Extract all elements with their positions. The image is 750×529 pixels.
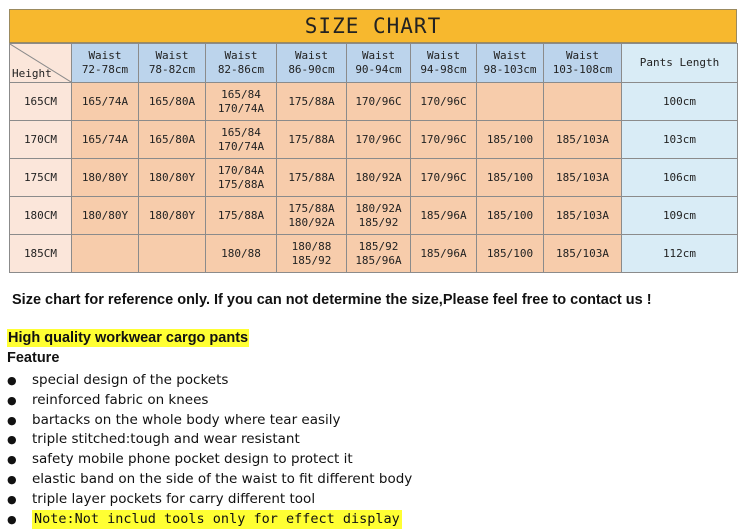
size-code: 185/100 (486, 170, 534, 184)
pants-length-cell: 103cm (622, 121, 738, 159)
feature-text: elastic band on the side of the waist to fit different body (32, 470, 413, 487)
list-item (7, 371, 412, 391)
waist-header-label: Waist (426, 49, 461, 62)
size-code: 185/103A (556, 246, 609, 260)
pants-length-cell: 106cm (622, 159, 738, 197)
size-cell (544, 83, 622, 121)
size-code: 185/100 (486, 246, 534, 260)
size-cell (206, 159, 277, 197)
size-code: 185/92 (358, 215, 399, 229)
size-cell (477, 121, 544, 159)
bullet-icon: ● (7, 413, 17, 427)
pants-length-cell: 109cm (622, 197, 738, 235)
size-cell (411, 121, 477, 159)
size-cell (544, 235, 622, 273)
size-code: 175/88A (288, 132, 335, 146)
feature-text: bartacks on the whole body where tear easily (32, 411, 341, 428)
size-code: 180/80Y (148, 170, 196, 184)
feature-list (7, 371, 412, 529)
height-waist-corner-cell (10, 44, 72, 83)
size-cell (277, 83, 347, 121)
waist-header-5 (347, 44, 411, 83)
header-row (10, 44, 738, 83)
size-code: 180/92A (288, 215, 335, 229)
height-cell: 170CM (10, 121, 72, 159)
waist-header-2 (139, 44, 206, 83)
size-cell (72, 83, 139, 121)
pants-length-cell: 112cm (622, 235, 738, 273)
waist-header-label: Waist (88, 49, 122, 62)
size-code: 185/103A (556, 132, 609, 146)
size-cell (477, 197, 544, 235)
size-code: 180/88 (291, 239, 332, 253)
waist-header-label: Waist (361, 49, 396, 62)
waist-range: 103-108cm (552, 63, 613, 76)
bullet-icon: ● (7, 472, 17, 486)
list-item (7, 470, 412, 490)
size-code: 170/96C (420, 94, 467, 108)
size-cell (347, 235, 411, 273)
size-cell (544, 159, 622, 197)
size-cell (544, 121, 622, 159)
waist-header-label: Waist (155, 49, 189, 62)
table-row (10, 197, 738, 235)
size-table-body (10, 83, 738, 273)
bullet-icon: ● (7, 374, 17, 387)
waist-range: 78-82cm (148, 63, 196, 76)
table-row (10, 235, 738, 273)
waist-header-6 (411, 44, 477, 83)
size-code: 165/84 (221, 87, 261, 101)
pants-length-header: Pants Length (622, 44, 738, 83)
size-code: 175/88A (217, 208, 265, 222)
size-code: 180/80Y (81, 208, 129, 222)
size-code: 185/100 (486, 208, 534, 222)
size-code: 170/96C (355, 132, 402, 146)
size-cell (206, 197, 277, 235)
product-title: High quality workwear cargo pants (8, 330, 249, 346)
size-cell (139, 197, 206, 235)
pants-length-cell: 100cm (622, 83, 738, 121)
bullet-icon: ● (7, 433, 17, 447)
size-cell (72, 235, 139, 273)
size-cell (411, 197, 477, 235)
size-cell (347, 83, 411, 121)
size-cell (72, 197, 139, 235)
size-cell (347, 197, 411, 235)
size-cell (277, 235, 347, 273)
size-cell (544, 197, 622, 235)
waist-range: 98-103cm (483, 63, 537, 76)
feature-text: special design of the pockets (32, 372, 229, 388)
size-code: 170/74A (217, 101, 265, 115)
size-code: 180/80Y (81, 170, 129, 184)
size-code: 170/96C (420, 132, 467, 146)
height-cell: 180CM (10, 197, 72, 235)
waist-range: 94-98cm (420, 63, 467, 76)
size-cell (277, 121, 347, 159)
waist-header-label: Waist (294, 49, 329, 62)
height-cell: 165CM (10, 83, 72, 121)
size-cell (477, 83, 544, 121)
size-code: 175/88A (217, 177, 265, 191)
feature-text: triple stitched:tough and wear resistant (32, 431, 300, 448)
list-item (7, 391, 412, 411)
waist-header-3 (206, 44, 277, 83)
warning-note: Note:Not includ tools only for effect display (32, 510, 402, 529)
size-cell (347, 121, 411, 159)
size-cell (206, 121, 277, 159)
list-item (7, 490, 412, 510)
list-item (7, 430, 412, 450)
size-code: 180/92A (355, 170, 402, 184)
height-cell: 175CM (10, 159, 72, 197)
waist-range: 90-94cm (355, 63, 402, 76)
size-code: 180/80Y (148, 208, 196, 222)
height-cell: 185CM (10, 235, 72, 273)
size-code: 185/96A (420, 208, 467, 222)
size-code: 180/88 (221, 246, 261, 260)
table-row (10, 121, 738, 159)
size-code: 185/96A (420, 246, 467, 260)
size-code: 185/92 (358, 239, 399, 253)
feature-text: reinforced fabric on knees (32, 391, 209, 408)
size-cell (139, 235, 206, 273)
size-cell (139, 159, 206, 197)
list-item (7, 411, 412, 431)
size-code: 165/80A (148, 132, 196, 146)
size-cell (477, 235, 544, 273)
bullet-icon: ● (7, 453, 17, 467)
size-chart-title: SIZE CHART (9, 9, 737, 43)
waist-header-1 (72, 44, 139, 83)
size-code: 165/84 (221, 125, 261, 139)
warning-item (7, 510, 412, 529)
feature-text: safety mobile phone pocket design to protect it (32, 451, 353, 468)
table-row (10, 83, 738, 121)
waist-header-label: Waist (493, 49, 527, 62)
feature-heading: Feature (7, 350, 60, 366)
size-cell (206, 83, 277, 121)
size-cell (411, 83, 477, 121)
feature-text: triple layer pockets for carry different tool (32, 490, 316, 507)
waist-header-8 (544, 44, 622, 83)
size-cell (411, 159, 477, 197)
waist-range: 86-90cm (288, 63, 335, 76)
size-cell (277, 197, 347, 235)
size-code: 170/96C (355, 94, 402, 108)
size-cell (72, 121, 139, 159)
size-cell (477, 159, 544, 197)
size-code: 185/103A (556, 208, 609, 222)
size-code: 185/92 (291, 253, 332, 267)
size-code: 165/80A (148, 94, 196, 108)
size-cell (72, 159, 139, 197)
bullet-icon: ● (7, 492, 17, 506)
size-code: 175/88A (288, 170, 335, 184)
size-cell (277, 159, 347, 197)
waist-header-7 (477, 44, 544, 83)
size-chart-table (9, 43, 738, 273)
size-cell (411, 235, 477, 273)
size-code: 180/92A (355, 201, 402, 215)
size-code: 170/96C (420, 170, 467, 184)
height-label: Height (12, 67, 52, 80)
size-code: 170/74A (217, 139, 265, 153)
size-code: 185/103A (556, 170, 609, 184)
size-code: 165/74A (81, 132, 129, 146)
waist-header-4 (277, 44, 347, 83)
size-cell (347, 159, 411, 197)
size-disclaimer-note: Size chart for reference only. If you can not determine the size,Please feel free to contact us ! (12, 292, 652, 308)
bullet-icon: ● (7, 393, 17, 407)
waist-header-label: Waist (565, 49, 600, 62)
size-code: 185/96A (355, 253, 402, 267)
size-code: 170/84A (217, 163, 265, 177)
size-cell (139, 121, 206, 159)
list-item (7, 450, 412, 470)
size-cell (139, 83, 206, 121)
size-code: 175/88A (288, 201, 335, 215)
waist-range: 72-78cm (81, 63, 129, 76)
size-code: 165/74A (81, 94, 129, 108)
size-code: 185/100 (486, 132, 534, 146)
table-row (10, 159, 738, 197)
size-cell (206, 235, 277, 273)
waist-range: 82-86cm (217, 63, 265, 76)
size-code: 175/88A (288, 94, 335, 108)
waist-header-label: Waist (224, 49, 258, 62)
bullet-icon: ● (7, 512, 17, 526)
